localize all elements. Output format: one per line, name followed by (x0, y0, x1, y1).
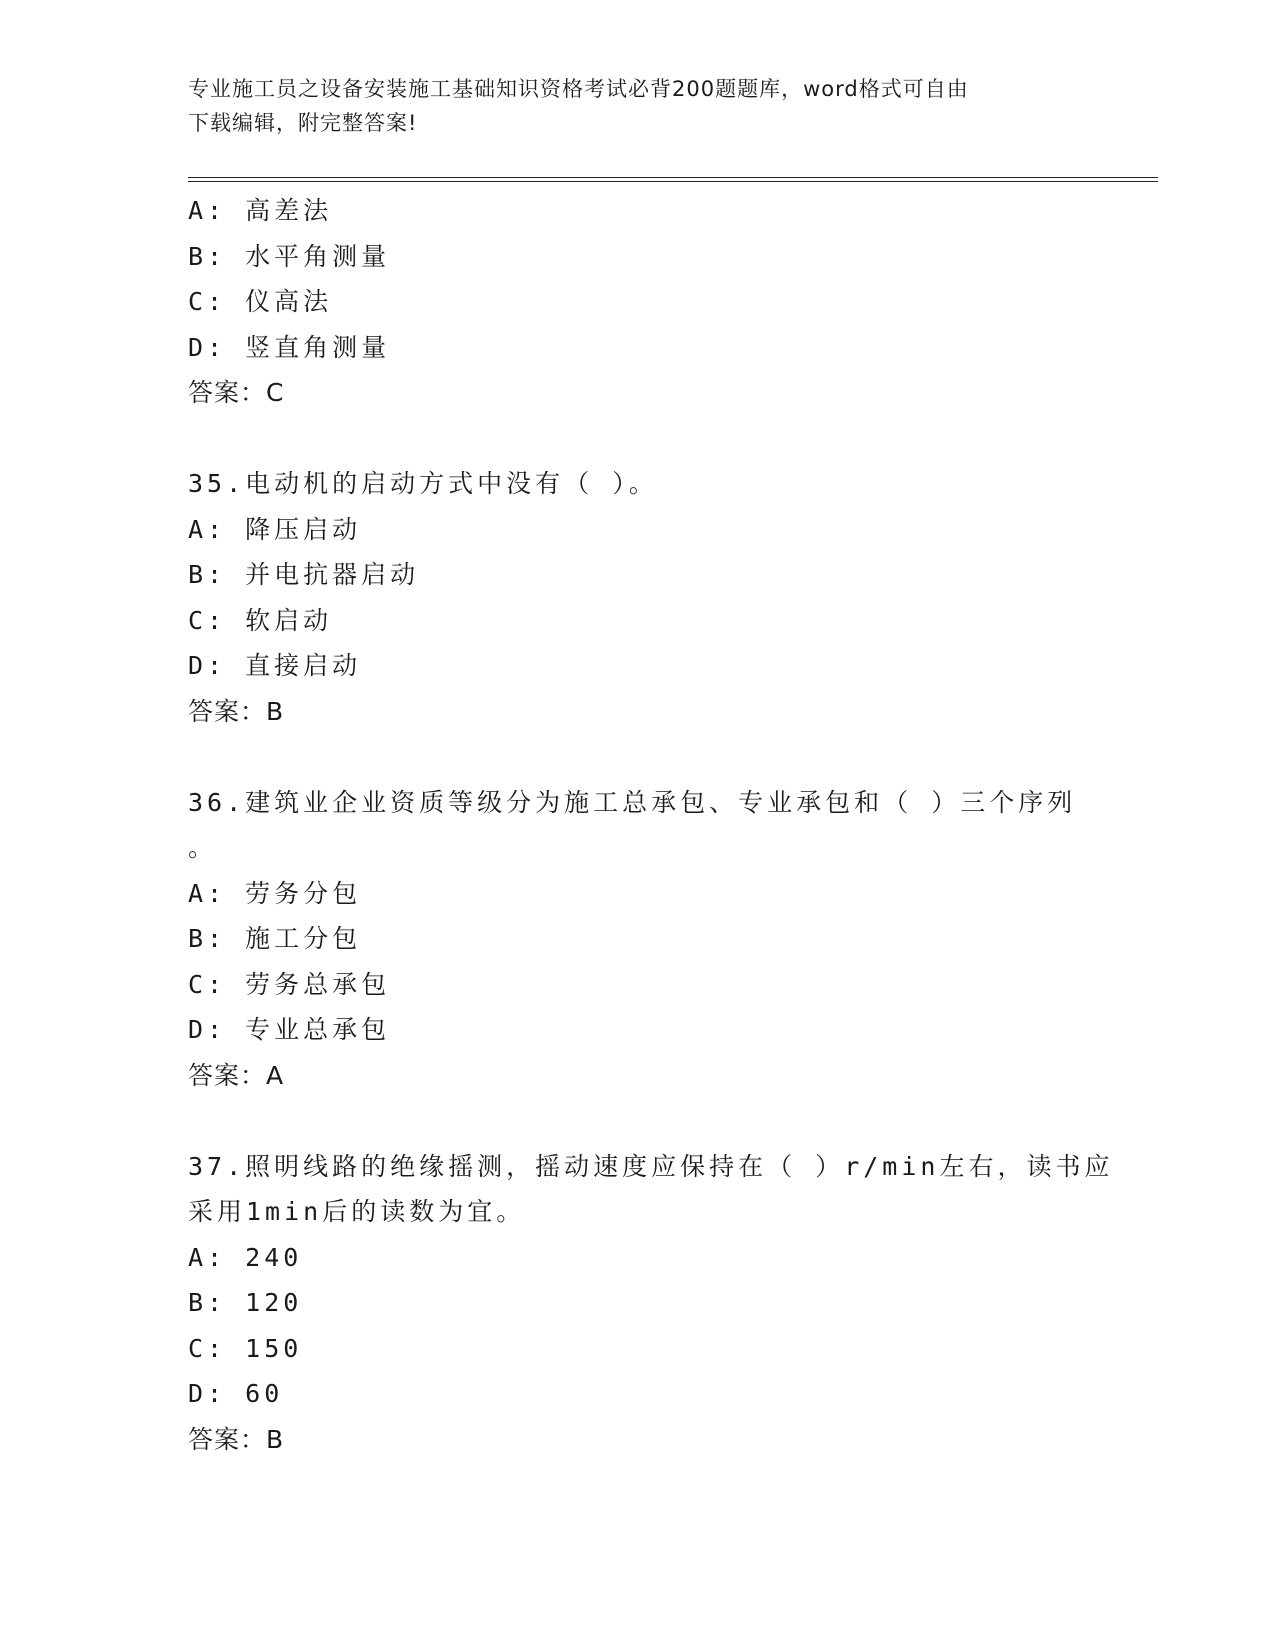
option-a: A: 240 (188, 1242, 303, 1272)
option-b: B: 120 (188, 1288, 303, 1317)
option-c: C: 仪高法 (188, 287, 333, 316)
option-a: A: 高差法 (188, 196, 333, 225)
question-stem: 37.照明线路的绝缘摇测，摇动速度应保持在（ ）r/min左右，读书应 (188, 1151, 1114, 1181)
answer-label: 答案：B (188, 696, 285, 726)
option-b: B: 施工分包 (188, 924, 362, 953)
answer-label: 答案：B (188, 1424, 285, 1454)
question-stem: 35.电动机的启动方式中没有（ ）。 (188, 469, 658, 498)
question-37 (188, 1144, 1114, 1463)
answer-label: 答案：A (188, 1060, 285, 1090)
option-d: D: 竖直角测量 (188, 332, 391, 362)
option-b: B: 水平角测量 (188, 241, 391, 271)
answer-label: 答案：C (188, 378, 285, 407)
spacer (188, 1098, 1088, 1144)
option-d: D: 专业总承包 (188, 1015, 391, 1044)
option-c: C: 软启动 (188, 605, 333, 635)
question-stem: 36.建筑业企业资质等级分为施工总承包、专业承包和（ ）三个序列 (188, 787, 1077, 817)
header-divider-top (188, 177, 1158, 178)
header-line-2: 下载编辑，附完整答案! (188, 111, 418, 135)
spacer (188, 416, 1088, 462)
document-header (188, 72, 1088, 140)
option-b: B: 并电抗器启动 (188, 560, 420, 589)
question-stem-continuation: 采用1min后的读数为宜。 (188, 1197, 526, 1226)
header-line-1: 专业施工员之设备安装施工基础知识资格考试必背200题题库，word格式可自由 (188, 77, 969, 101)
spacer (188, 734, 1088, 780)
option-d: D: 直接启动 (188, 651, 362, 680)
option-a: A: 降压启动 (188, 514, 362, 544)
question-35 (188, 461, 1088, 734)
question-34-partial (188, 188, 1088, 416)
header-divider-bottom (188, 181, 1158, 182)
option-c: C: 劳务总承包 (188, 969, 391, 999)
question-36 (188, 780, 1088, 1099)
option-a: A: 劳务分包 (188, 878, 362, 908)
option-d: D: 60 (188, 1379, 284, 1408)
question-stem-continuation: 。 (188, 833, 218, 862)
option-c: C: 150 (188, 1333, 303, 1363)
question-list (188, 188, 1114, 1462)
